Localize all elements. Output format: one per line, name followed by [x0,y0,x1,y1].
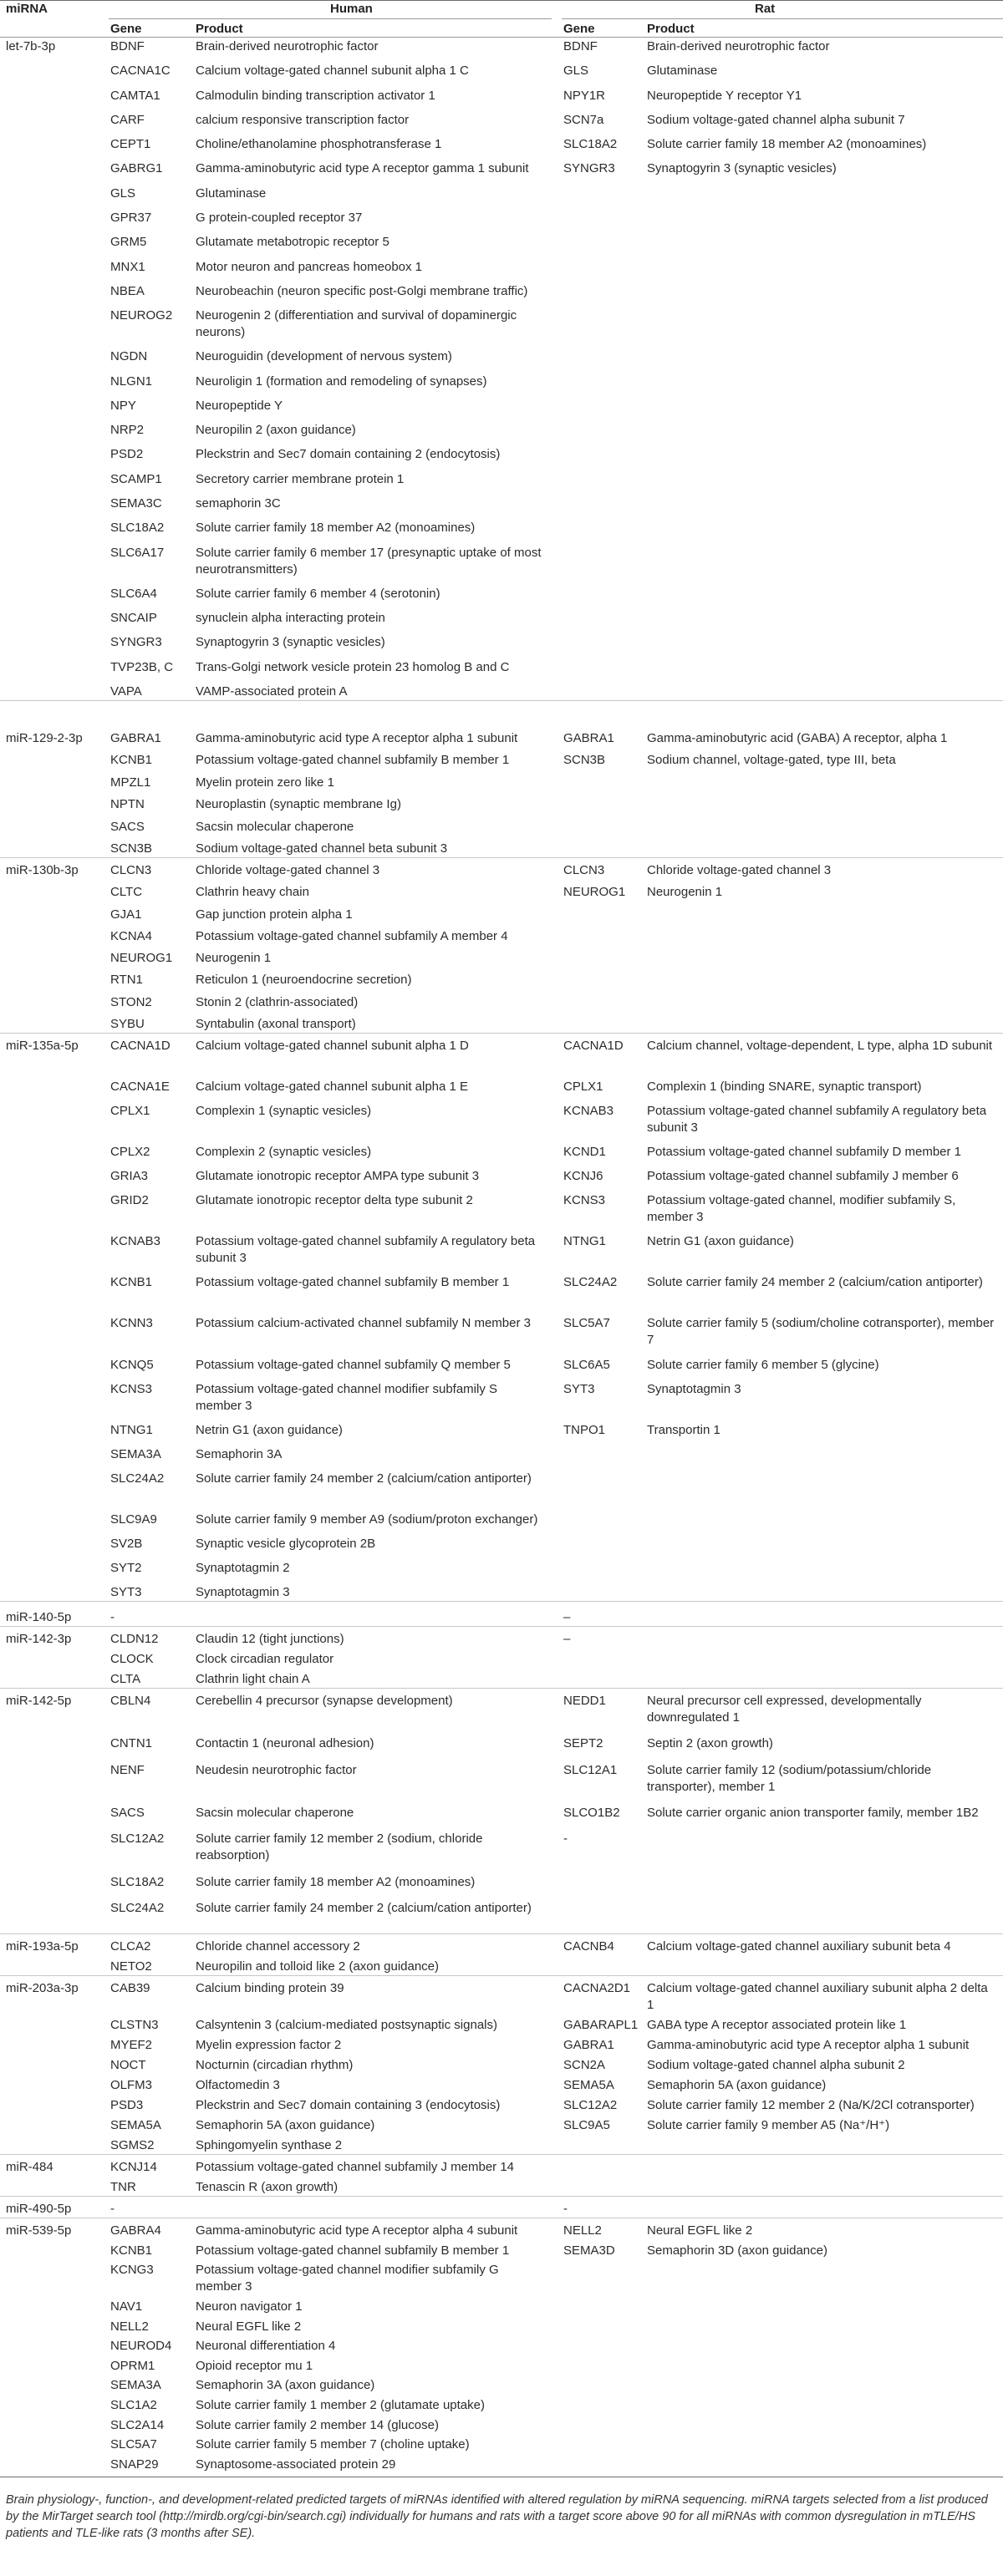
human-gene: SYT3 [110,1585,142,1599]
human-product: Clathrin heavy chain [196,885,309,900]
human-product: Complexin 2 (synaptic vesicles) [196,1145,372,1160]
human-product: Solute carrier family 6 member 17 (presynaptic uptake of most neurotransmitters) [196,545,542,577]
human-product: Neuron navigator 1 [196,2299,303,2314]
human-gene: KCNJ14 [110,2160,157,2174]
rat-product: GABA type A receptor associated protein like 1 [647,2018,907,2032]
rat-gene: NPY1R [563,88,606,103]
rat-gene: CACNA2D1 [563,1981,631,1995]
human-gene: CLCN3 [110,863,152,877]
human-gene: CLTC [110,885,143,900]
human-product: Potassium voltage-gated channel subfamily B member 1 [196,2243,510,2258]
rat-product: Gamma-aminobutyric acid type A receptor alpha 1 subunit [647,2038,970,2052]
rat-product: Solute carrier family 18 member A2 (monoamines) [647,137,927,152]
rat-product: Calcium channel, voltage-dependent, L type, alpha 1D subunit [647,1039,993,1053]
human-product: Neuronal differentiation 4 [196,2339,336,2354]
human-product: Synaptotagmin 3 [196,1585,290,1599]
rat-product: Neural EGFL like 2 [647,2223,753,2238]
human-product: Calcium voltage-gated channel subunit alpha 1 E [196,1080,469,1095]
rat-product: Neuropeptide Y receptor Y1 [647,88,802,103]
group-separator [0,2154,1003,2155]
human-product: Neuroguidin (development of nervous system) [196,349,452,364]
human-gene: KCNB1 [110,1275,153,1290]
rat-product: Potassium voltage-gated channel subfamily D member 1 [647,1145,962,1160]
human-product: Calcium voltage-gated channel subunit alpha 1 C [196,64,469,79]
rat-product: Synaptogyrin 3 (synaptic vesicles) [647,161,837,176]
mirna-label: miR-490-5p [6,2202,72,2216]
human-product: Solute carrier family 1 member 2 (glutamate uptake) [196,2398,485,2413]
rat-product: Solute carrier family 12 (sodium/potassium/chloride transporter), member 1 [647,1762,932,1794]
human-product: Solute carrier family 6 member 4 (serotonin) [196,586,440,601]
human-gene: GRM5 [110,235,147,250]
human-gene: SLC24A2 [110,1901,165,1915]
human-gene: KCNAB3 [110,1234,161,1249]
human-gene: KCNQ5 [110,1357,154,1372]
human-gene: MYEF2 [110,2038,153,2052]
rat-gene: KCNAB3 [563,1104,614,1119]
human-gene: KCNS3 [110,1381,153,1396]
human-product: Synaptotagmin 2 [196,1560,290,1575]
rat-gene: GLS [563,64,589,79]
human-product: Calcium binding protein 39 [196,1981,344,1995]
human-product: Glutamate metabotropic receptor 5 [196,235,389,250]
human-product: Synaptosome-associated protein 29 [196,2457,396,2472]
human-gene: NPTN [110,797,145,812]
rat-gene: CPLX1 [563,1080,603,1095]
rat-product: Sodium voltage-gated channel alpha subunit 2 [647,2058,905,2072]
human-gene: GABRA1 [110,731,161,745]
rat-product: Complexin 1 (binding SNARE, synaptic transport) [647,1080,922,1095]
human-gene: VAPA [110,684,142,699]
mirna-label: let-7b-3p [6,39,56,53]
human-gene: CAMTA1 [110,88,160,103]
human-product: Potassium calcium-activated channel subfamily N member 3 [196,1316,531,1331]
rat-gene: KCND1 [563,1145,606,1160]
human-gene: GABRG1 [110,161,163,176]
rat-gene: – [563,1610,571,1624]
human-product: Potassium voltage-gated channel subfamily Q member 5 [196,1357,511,1372]
human-product: Brain-derived neurotrophic factor [196,39,379,53]
human-product: Neuroligin 1 (formation and remodeling of synapses) [196,373,487,389]
human-product: Neuropilin and tolloid like 2 (axon guidance) [196,1959,440,1974]
human-gene: TNR [110,2180,136,2194]
human-gene: SEMA3A [110,1446,161,1461]
human-gene: NRP2 [110,423,145,438]
rat-gene: SEMA3D [563,2243,615,2258]
human-product: Sacsin molecular chaperone [196,1806,354,1820]
human-gene: NEUROG1 [110,951,173,966]
group-separator [0,1933,1003,1934]
human-product: Opioid receptor mu 1 [196,2358,313,2373]
mirna-label: miR-140-5p [6,1610,72,1624]
rat-gene: SLC12A1 [563,1762,618,1777]
rat-gene: SEPT2 [563,1736,603,1751]
human-gene: CACNA1D [110,1039,171,1053]
rat-product: Transportin 1 [647,1422,720,1437]
rat-product: Netrin G1 (axon guidance) [647,1234,794,1249]
human-product: Gamma-aminobutyric acid type A receptor alpha 4 subunit [196,2223,518,2238]
group-separator [0,857,1003,858]
human-gene: OLFM3 [110,2078,153,2092]
human-gene: SLC9A9 [110,1512,157,1527]
rat-gene: GABARAPL1 [563,2018,639,2032]
human-product: Glutaminase [196,185,267,201]
human-gene: CEPT1 [110,137,151,152]
human-product: Potassium voltage-gated channel subfamily B member 1 [196,1275,510,1290]
rat-gene: NEDD1 [563,1694,606,1708]
human-gene: CPLX1 [110,1104,150,1119]
human-product: Neurogenin 1 [196,951,272,966]
human-product: Chloride channel accessory 2 [196,1939,360,1954]
human-product: Neuropeptide Y [196,398,283,413]
rat-product: Solute carrier family 5 (sodium/choline cotransporter), member 7 [647,1316,995,1348]
human-gene: SACS [110,1806,145,1820]
human-gene: NTNG1 [110,1422,153,1437]
mirna-label: miR-203a-3p [6,1981,79,1995]
rat-gene: NEUROG1 [563,885,626,900]
rat-product: Brain-derived neurotrophic factor [647,39,830,53]
rat-product: Sodium channel, voltage-gated, type III, beta [647,753,896,768]
rat-product: Solute carrier organic anion transporter family, member 1B2 [647,1806,979,1820]
rat-product: Potassium voltage-gated channel subfamily J member 6 [647,1169,959,1184]
human-product: Semaphorin 3A [196,1446,283,1461]
human-gene: SYT2 [110,1560,142,1575]
human-gene: CBLN4 [110,1694,151,1708]
human-gene: SLC2A14 [110,2417,165,2432]
human-gene: SEMA3C [110,496,162,511]
human-gene: NEUROG2 [110,308,173,323]
human-product: Potassium voltage-gated channel modifier subfamily G member 3 [196,2263,499,2294]
human-gene: NENF [110,1762,145,1777]
human-product: Stonin 2 (clathrin-associated) [196,994,359,1009]
human-gene: BDNF [110,39,145,53]
human-gene: SNCAIP [110,611,157,626]
human-gene: CACNA1E [110,1080,170,1095]
rat-product: Calcium voltage-gated channel auxiliary subunit alpha 2 delta 1 [647,1981,988,2012]
rat-product: Gamma-aminobutyric acid (GABA) A receptor, alpha 1 [647,731,948,745]
human-gene: SEMA5A [110,2118,161,2132]
rat-header-rule [562,18,1003,19]
human-product: Potassium voltage-gated channel subfamily J member 14 [196,2160,515,2174]
human-gene: SCN3B [110,841,153,856]
header-human-gene: Gene [110,22,142,36]
rat-gene: SLC24A2 [563,1275,618,1290]
human-gene: SLC1A2 [110,2398,157,2413]
human-product: Calsyntenin 3 (calcium-mediated postsynaptic signals) [196,2018,497,2032]
rat-product: Solute carrier family 12 member 2 (Na/K/2Cl cotransporter) [647,2098,975,2112]
mirna-label: miR-539-5p [6,2223,72,2238]
group-separator [0,1688,1003,1689]
human-product: Chloride voltage-gated channel 3 [196,863,380,877]
rat-gene: - [563,2202,568,2216]
rat-gene: SYNGR3 [563,161,615,176]
rat-gene: CLCN3 [563,863,605,877]
mirna-label: miR-142-3p [6,1632,72,1646]
rat-product: Solute carrier family 6 member 5 (glycine) [647,1357,879,1372]
human-product: Calcium voltage-gated channel subunit alpha 1 D [196,1039,469,1053]
header-mirna: miRNA [6,2,48,16]
human-gene: SYNGR3 [110,635,162,650]
human-gene: CARF [110,112,145,127]
human-gene: GPR37 [110,210,152,225]
rat-gene: SLC6A5 [563,1357,610,1372]
top-rule [0,0,1003,1]
header-rat-gene: Gene [563,22,595,36]
human-product: Choline/ethanolamine phosphotransferase 1 [196,137,442,152]
human-gene: CLDN12 [110,1632,159,1646]
human-header-rule [109,18,552,19]
header-human: Human [330,2,373,16]
human-gene: GLS [110,185,136,201]
human-gene: MNX1 [110,259,145,274]
human-gene: - [110,1610,115,1624]
group-separator [0,700,1003,701]
rat-gene: CACNA1D [563,1039,624,1053]
human-product: Potassium voltage-gated channel subfamily A regulatory beta subunit 3 [196,1234,536,1266]
human-gene: NBEA [110,283,145,298]
human-product: Myelin expression factor 2 [196,2038,342,2052]
human-gene: RTN1 [110,973,143,988]
human-gene: CLTA [110,1672,141,1686]
human-product: Gap junction protein alpha 1 [196,907,353,922]
human-gene: CPLX2 [110,1145,150,1160]
human-gene: - [110,2202,115,2216]
group-separator [0,2196,1003,2197]
human-product: G protein-coupled receptor 37 [196,210,363,225]
human-gene: KCNB1 [110,753,153,768]
human-product: Calmodulin binding transcription activator 1 [196,88,435,103]
rat-gene: SYT3 [563,1381,595,1396]
human-product: Myelin protein zero like 1 [196,775,334,790]
rat-gene: KCNS3 [563,1193,606,1208]
human-gene: CLOCK [110,1652,154,1666]
human-product: Olfactomedin 3 [196,2078,280,2092]
group-separator [0,1626,1003,1627]
human-gene: MPZL1 [110,775,151,790]
human-gene: CACNA1C [110,64,171,79]
rat-product: Semaphorin 5A (axon guidance) [647,2078,827,2092]
rat-product: Glutaminase [647,64,718,79]
human-gene: SEMA3A [110,2378,161,2393]
human-gene: SACS [110,819,145,834]
rat-gene: BDNF [563,39,598,53]
rat-gene: KCNJ6 [563,1169,603,1184]
rat-gene: – [563,1632,571,1646]
rat-gene: GABRA1 [563,731,614,745]
rat-product: Sodium voltage-gated channel alpha subunit 7 [647,112,905,127]
rat-gene: SLCO1B2 [563,1806,620,1820]
human-product: Pleckstrin and Sec7 domain containing 3 (endocytosis) [196,2098,501,2112]
human-product: Potassium voltage-gated channel subfamily B member 1 [196,753,510,768]
rat-gene: TNPO1 [563,1422,606,1437]
human-gene: SLC18A2 [110,521,165,536]
mirna-label: miR-135a-5p [6,1039,79,1053]
human-product: Neurobeachin (neuron specific post-Golgi membrane traffic) [196,283,528,298]
rat-product: Synaptotagmin 3 [647,1381,741,1396]
mirna-label: miR-484 [6,2160,53,2174]
rat-gene: CACNB4 [563,1939,614,1954]
rat-gene: SCN7a [563,112,604,127]
human-product: Semaphorin 3A (axon guidance) [196,2378,375,2393]
human-product: Trans-Golgi network vesicle protein 23 homolog B and C [196,659,510,674]
human-product: Clathrin light chain A [196,1672,310,1686]
human-product: Solute carrier family 18 member A2 (monoamines) [196,1874,476,1889]
rat-gene: SLC18A2 [563,137,618,152]
human-gene: OPRM1 [110,2358,155,2373]
header-rat-product: Product [647,22,695,36]
human-product: Solute carrier family 24 member 2 (calcium/cation antiporter) [196,1471,532,1486]
human-gene: STON2 [110,994,152,1009]
group-separator [0,1975,1003,1976]
human-product: Neudesin neurotrophic factor [196,1762,357,1777]
human-product: Sphingomyelin synthase 2 [196,2138,343,2152]
human-product: Tenascin R (axon growth) [196,2180,339,2194]
human-gene: KCNN3 [110,1316,153,1331]
human-gene: KCNA4 [110,928,153,943]
human-product: Clock circadian regulator [196,1652,334,1666]
human-product: Reticulon 1 (neuroendocrine secretion) [196,973,412,988]
mirna-label: miR-130b-3p [6,863,79,877]
rat-product: Septin 2 (axon growth) [647,1736,773,1751]
human-product: Motor neuron and pancreas homeobox 1 [196,259,423,274]
human-product: Neurogenin 2 (differentiation and survival of dopaminergic neurons) [196,308,517,340]
human-gene: SLC24A2 [110,1471,165,1486]
group-separator [0,1601,1003,1602]
rat-gene: SLC12A2 [563,2098,618,2112]
rat-gene: - [563,1832,568,1847]
human-gene: TVP23B, C [110,659,174,674]
human-gene: CLSTN3 [110,2018,159,2032]
human-gene: KCNG3 [110,2263,154,2278]
human-product: Solute carrier family 2 member 14 (glucose) [196,2417,439,2432]
human-product: VAMP-associated protein A [196,684,348,699]
mirna-label: miR-142-5p [6,1694,72,1708]
human-product: Glutamate ionotropic receptor AMPA type subunit 3 [196,1169,480,1184]
rat-gene: NELL2 [563,2223,602,2238]
human-product: Sacsin molecular chaperone [196,819,354,834]
human-gene: NETO2 [110,1959,152,1974]
rat-gene: GABRA1 [563,2038,614,2052]
human-product: Neuropilin 2 (axon guidance) [196,423,356,438]
human-gene: SYBU [110,1017,145,1031]
human-gene: NEUROD4 [110,2339,172,2354]
human-product: Cerebellin 4 precursor (synapse development) [196,1694,453,1708]
human-gene: SGMS2 [110,2138,155,2152]
human-gene: SLC6A17 [110,545,165,560]
human-gene: PSD3 [110,2098,144,2112]
human-gene: SNAP29 [110,2457,159,2472]
human-gene: KCNB1 [110,2243,153,2258]
human-gene: SLC18A2 [110,1874,165,1889]
human-product: Synaptogyrin 3 (synaptic vesicles) [196,635,385,650]
rat-product: Neural precursor cell expressed, developmentally downregulated 1 [647,1694,922,1725]
rat-product: Neurogenin 1 [647,885,723,900]
rat-product: Semaphorin 3D (axon guidance) [647,2243,827,2258]
human-gene: CLCA2 [110,1939,151,1954]
human-product: Synaptic vesicle glycoprotein 2B [196,1536,376,1551]
human-product: Secretory carrier membrane protein 1 [196,471,405,486]
human-product: Potassium voltage-gated channel subfamily A member 4 [196,928,508,943]
human-product: Semaphorin 5A (axon guidance) [196,2118,375,2132]
rat-product: Potassium voltage-gated channel, modifier subfamily S, member 3 [647,1193,956,1225]
mirna-label: miR-193a-5p [6,1939,79,1954]
rat-gene: SCN3B [563,753,606,768]
human-gene: NPY [110,398,136,413]
human-product: Solute carrier family 18 member A2 (monoamines) [196,521,476,536]
rat-product: Potassium voltage-gated channel subfamily A regulatory beta subunit 3 [647,1104,987,1136]
rat-gene: SLC9A5 [563,2118,610,2132]
rat-product: Calcium voltage-gated channel auxiliary subunit beta 4 [647,1939,951,1954]
rat-gene: SLC5A7 [563,1316,610,1331]
rat-product: Solute carrier family 24 member 2 (calcium/cation antiporter) [647,1275,983,1290]
human-gene: NELL2 [110,2319,149,2334]
human-gene: GRIA3 [110,1169,149,1184]
human-gene: NLGN1 [110,373,153,389]
human-gene: SLC5A7 [110,2437,157,2452]
mirna-label: miR-129-2-3p [6,731,83,745]
human-gene: NOCT [110,2058,146,2072]
human-product: Complexin 1 (synaptic vesicles) [196,1104,372,1119]
human-product: Solute carrier family 24 member 2 (calcium/cation antiporter) [196,1901,532,1915]
header-bottom-rule [0,37,1003,38]
human-gene: SLC12A2 [110,1832,165,1847]
human-gene: CNTN1 [110,1736,153,1751]
rat-product: Chloride voltage-gated channel 3 [647,863,832,877]
human-product: Neuroplastin (synaptic membrane Ig) [196,797,401,812]
human-gene: NGDN [110,349,148,364]
header-rat: Rat [755,2,776,16]
human-product: Nocturnin (circadian rhythm) [196,2058,354,2072]
human-gene: GABRA4 [110,2223,161,2238]
group-separator [0,1033,1003,1034]
human-gene: SLC6A4 [110,586,157,601]
human-product: Solute carrier family 5 member 7 (choline uptake) [196,2437,470,2452]
human-product: Potassium voltage-gated channel modifier subfamily S member 3 [196,1381,498,1413]
human-product: Netrin G1 (axon guidance) [196,1422,343,1437]
human-product: Glutamate ionotropic receptor delta type subunit 2 [196,1193,473,1208]
human-gene: SCAMP1 [110,471,162,486]
human-product: Claudin 12 (tight junctions) [196,1632,344,1646]
human-product: synuclein alpha interacting protein [196,611,385,626]
human-product: semaphorin 3C [196,496,281,511]
human-product: Gamma-aminobutyric acid type A receptor gamma 1 subunit [196,161,529,176]
human-gene: SV2B [110,1536,143,1551]
human-product: Pleckstrin and Sec7 domain containing 2 (endocytosis) [196,447,501,462]
human-product: Solute carrier family 12 member 2 (sodium, chloride reabsorption) [196,1832,483,1863]
rat-product: Solute carrier family 9 member A5 (Na⁺/H⁺) [647,2118,890,2132]
table-caption: Brain physiology-, function-, and development-related predicted targets of miRNAs identified with altered regulation by miRNA sequencing. miRNA targets selected from a list produced by the MirTarget search tool (http://mirdb.org/cgi-bin/search.cgi) individually for humans and rats with a target score above 90 for all miRNAs with common dysregulation in mTLE/HS patients and TLE-like rats (3 months after SE). [6,2493,988,2540]
human-product: calcium responsive transcription factor [196,112,410,127]
human-gene: PSD2 [110,447,144,462]
human-gene: GJA1 [110,907,142,922]
rat-gene: SEMA5A [563,2078,614,2092]
human-product: Gamma-aminobutyric acid type A receptor alpha 1 subunit [196,731,518,745]
header-human-product: Product [196,22,243,36]
human-product: Solute carrier family 9 member A9 (sodium/proton exchanger) [196,1512,538,1527]
human-product: Syntabulin (axonal transport) [196,1017,356,1031]
human-product: Sodium voltage-gated channel beta subunit 3 [196,841,448,856]
human-gene: GRID2 [110,1193,149,1208]
human-product: Contactin 1 (neuronal adhesion) [196,1736,374,1751]
rat-gene: SCN2A [563,2058,606,2072]
human-gene: CAB39 [110,1981,150,1995]
human-product: Neural EGFL like 2 [196,2319,302,2334]
rat-gene: NTNG1 [563,1234,606,1249]
human-gene: NAV1 [110,2299,143,2314]
